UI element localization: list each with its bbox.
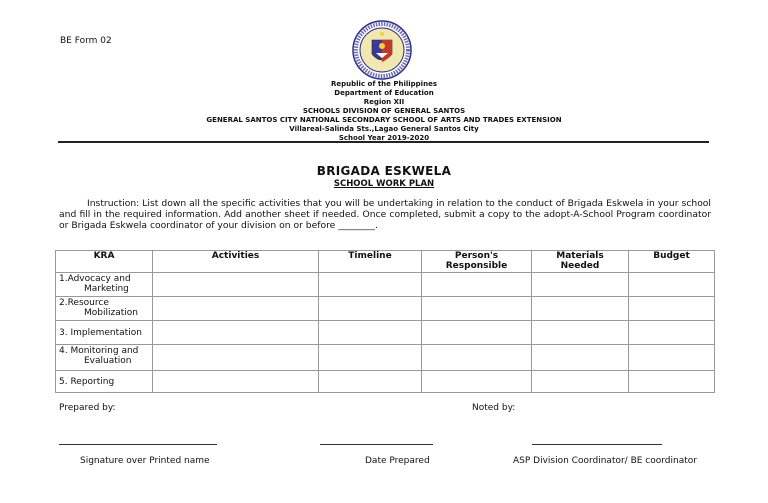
coordinator-signature-line[interactable]: [532, 444, 662, 445]
kra-cell: [56, 297, 153, 321]
kra-line1: 2.Resource: [59, 298, 109, 308]
kra-line1: 5. Reporting: [59, 377, 115, 387]
noted-by-label: Noted by:: [472, 403, 516, 413]
activities-cell[interactable]: [153, 371, 319, 393]
header-line-5: GENERAL SANTOS CITY NATIONAL SECONDARY SCHOOL OF ARTS AND TRADES EXTENSION: [206, 116, 562, 124]
header-line-2: Department of Education: [334, 89, 434, 97]
kra-cell: [56, 321, 153, 345]
table-header-row: [56, 251, 715, 273]
timeline-cell[interactable]: [319, 297, 422, 321]
header-activities: Activities: [153, 251, 319, 273]
materials-cell[interactable]: [532, 321, 629, 345]
persons-cell[interactable]: [422, 273, 532, 297]
header-timeline: Timeline: [319, 251, 422, 273]
budget-cell[interactable]: [629, 297, 715, 321]
kra-cell: [56, 371, 153, 393]
date-line[interactable]: [320, 444, 433, 445]
persons-cell[interactable]: [422, 321, 532, 345]
timeline-cell[interactable]: [319, 345, 422, 371]
header-line-4: SCHOOLS DIVISION OF GENERAL SANTOS: [302, 107, 466, 115]
form-number: BE Form 02: [60, 36, 112, 46]
coordinator-label: ASP Division Coordinator/ BE coordinator: [513, 456, 697, 466]
subtitle-text: SCHOOL WORK PLAN: [333, 179, 435, 189]
activities-cell[interactable]: [153, 273, 319, 297]
header-line-7: School Year 2019-2020: [338, 134, 430, 142]
prepared-by-label: Prepared by:: [59, 403, 116, 413]
kra-line1: 3. Implementation: [59, 328, 142, 338]
timeline-cell[interactable]: [319, 371, 422, 393]
materials-cell[interactable]: [532, 273, 629, 297]
activities-cell[interactable]: [153, 345, 319, 371]
work-plan-table: [55, 250, 715, 393]
header-materials-line1: Materials: [556, 251, 604, 261]
persons-cell[interactable]: [422, 345, 532, 371]
school-header: [0, 80, 768, 143]
header-budget: Budget: [629, 251, 715, 273]
materials-cell[interactable]: [532, 371, 629, 393]
signature-line[interactable]: [59, 444, 217, 445]
header-materials-needed: [532, 251, 629, 273]
budget-cell[interactable]: [629, 345, 715, 371]
kra-line2: Mobilization: [84, 308, 138, 318]
kra-line2: Marketing: [84, 284, 129, 294]
budget-cell[interactable]: [629, 371, 715, 393]
document-subtitle: [0, 179, 768, 189]
header-line-6: Villareal-Salinda Sts.,Lagao General Santos City: [289, 125, 479, 133]
table-row: [56, 371, 715, 393]
deped-seal-icon: [352, 20, 412, 80]
persons-cell[interactable]: [422, 297, 532, 321]
instruction-paragraph: [59, 198, 711, 231]
activities-cell[interactable]: [153, 321, 319, 345]
header-kra: KRA: [56, 251, 153, 273]
materials-cell[interactable]: [532, 345, 629, 371]
activities-cell[interactable]: [153, 297, 319, 321]
header-divider: [58, 141, 709, 143]
kra-cell: [56, 273, 153, 297]
budget-cell[interactable]: [629, 273, 715, 297]
kra-line2: Evaluation: [84, 356, 132, 366]
budget-cell[interactable]: [629, 321, 715, 345]
header-persons-line2: Responsible: [445, 261, 508, 271]
document-title: BRIGADA ESKWELA: [316, 164, 452, 178]
instruction-text: Instruction: List down all the specific activities that you will be undertaking in relation to the conduct of Brigada Eskwela in your school and fill in the required information. Add another sheet if needed. Once completed, submit a copy to the adopt-A-School Program coordinator or Brigada Eskwela coordinator of your division on or before ________.: [59, 198, 711, 231]
header-materials-line2: Needed: [560, 261, 600, 271]
table-row: [56, 273, 715, 297]
timeline-cell[interactable]: [319, 273, 422, 297]
table-row: [56, 321, 715, 345]
persons-cell[interactable]: [422, 371, 532, 393]
header-line-3: Region XII: [363, 98, 405, 106]
signature-label: Signature over Printed name: [80, 456, 210, 466]
table-row: [56, 345, 715, 371]
header-line-1: Republic of the Philippines: [331, 80, 437, 88]
header-persons-responsible: [422, 251, 532, 273]
kra-line1: 4. Monitoring and: [59, 346, 139, 356]
kra-cell: [56, 345, 153, 371]
materials-cell[interactable]: [532, 297, 629, 321]
date-prepared-label: Date Prepared: [365, 456, 430, 466]
header-persons-line1: Person's: [454, 251, 499, 261]
timeline-cell[interactable]: [319, 321, 422, 345]
kra-line1: 1.Advocacy and: [59, 274, 131, 284]
table-row: [56, 297, 715, 321]
